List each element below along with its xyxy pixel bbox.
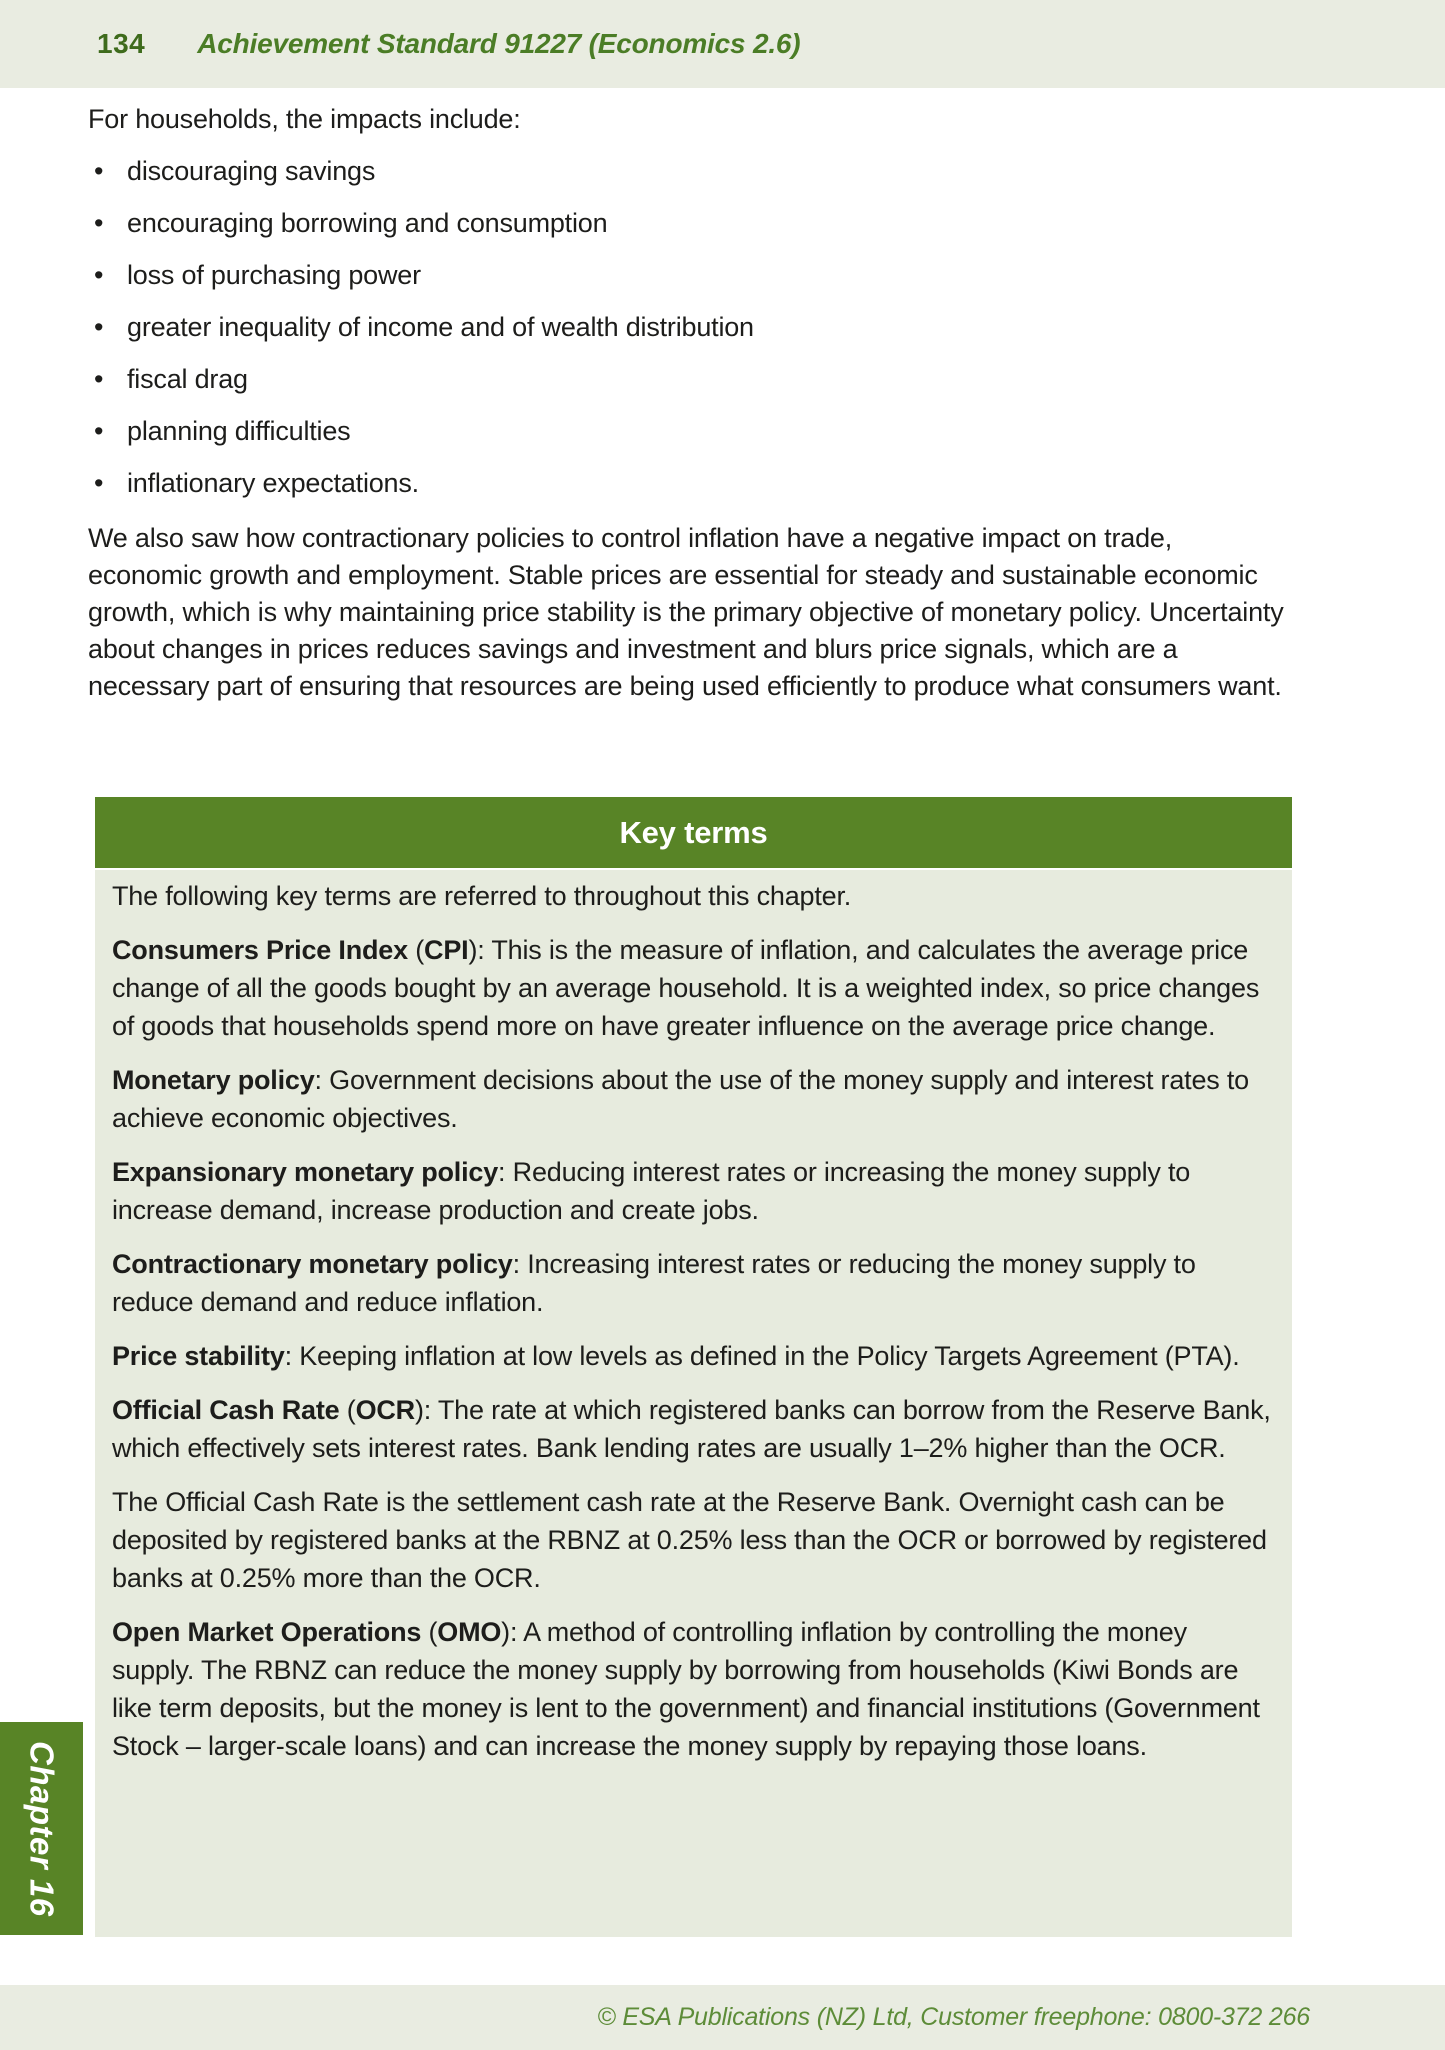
page-number: 134 bbox=[97, 28, 146, 59]
chapter-side-tab bbox=[0, 1722, 83, 1935]
impacts-bullet-list bbox=[88, 153, 1288, 502]
list-item bbox=[88, 257, 1288, 294]
key-terms-title: Key terms bbox=[619, 814, 768, 850]
bullet-icon: • bbox=[94, 156, 104, 186]
body-paragraph: We also saw how contractionary policies to control inflation have a negative impact on trade, economic growth and employment. Stable prices are essential for steady and sustainable economic growth, which is why maintaining price stability is the primary objective of monetary policy. Uncertainty about changes in prices reduces savings and investment and blurs price signals, which are a necessary part of ensuring that resources are being used efficiently to produce what consumers want. bbox=[88, 523, 1284, 701]
key-term: The Official Cash Rate is the settlement cash rate at the Reserve Bank. Overnight cash can be deposited by registered banks at the RBNZ at 0.25% less than the OCR or borrowed by registered banks at 0.25% more than the OCR. bbox=[112, 1487, 1267, 1593]
list-item bbox=[88, 361, 1288, 398]
key-terms-body bbox=[95, 870, 1292, 1937]
bullet-icon: • bbox=[94, 416, 104, 446]
page-title: Achievement Standard 91227 (Economics 2.6) bbox=[197, 28, 801, 59]
footer-copyright: © ESA Publications (NZ) Ltd, Customer freephone: 0800-372 266 bbox=[597, 2003, 1310, 2031]
key-term: Price stability: Keeping inflation at low levels as defined in the Policy Targets Agreement (PTA). bbox=[112, 1341, 1240, 1371]
list-item-text: loss of purchasing power bbox=[127, 260, 421, 290]
key-term: Expansionary monetary policy: Reducing interest rates or increasing the money supply to increase demand, increase production and create jobs. bbox=[112, 1157, 1191, 1225]
list-item-text: encouraging borrowing and consumption bbox=[127, 208, 608, 238]
bullet-icon: • bbox=[94, 312, 104, 342]
list-item-text: greater inequality of income and of wealth distribution bbox=[127, 312, 754, 342]
main-text-block bbox=[88, 101, 1288, 705]
page-header-band bbox=[0, 0, 1445, 88]
chapter-tab-label: Chapter 16 bbox=[23, 1740, 61, 1917]
list-item bbox=[88, 153, 1288, 190]
list-item bbox=[88, 309, 1288, 346]
list-item-text: discouraging savings bbox=[127, 156, 376, 186]
bullet-icon: • bbox=[94, 260, 104, 290]
bullet-icon: • bbox=[94, 468, 104, 498]
bullet-icon: • bbox=[94, 364, 104, 394]
list-item-text: inflationary expectations. bbox=[127, 468, 419, 498]
key-term: Official Cash Rate (OCR): The rate at which registered banks can borrow from the Reserve Bank, which effectively sets interest rates. Bank lending rates are usually 1–2% higher than the OCR. bbox=[112, 1395, 1271, 1463]
key-term: Monetary policy: Government decisions about the use of the money supply and interest rates to achieve economic objectives. bbox=[112, 1065, 1249, 1133]
key-term: Contractionary monetary policy: Increasing interest rates or reducing the money supply to reduce demand and reduce inflation. bbox=[112, 1249, 1196, 1317]
key-terms-box bbox=[95, 797, 1292, 1937]
key-term: Consumers Price Index (CPI): This is the measure of inflation, and calculates the average price change of all the goods bought by an average household. It is a weighted index, so price changes of goods that households spend more on have greater influence on the average price change. bbox=[112, 935, 1260, 1041]
page-footer-band bbox=[0, 1985, 1445, 2050]
key-term: Open Market Operations (OMO): A method of controlling inflation by controlling the money supply. The RBNZ can reduce the money supply by borrowing from households (Kiwi Bonds are like term deposits, but the money is lent to the government) and financial institutions (Government Stock – larger-scale loans) and can increase the money supply by repaying those loans. bbox=[112, 1617, 1260, 1761]
key-terms-intro: The following key terms are referred to throughout this chapter. bbox=[112, 881, 852, 911]
list-item bbox=[88, 413, 1288, 450]
list-item-text: planning difficulties bbox=[127, 416, 351, 446]
key-terms-header-bar bbox=[95, 797, 1292, 868]
list-item-text: fiscal drag bbox=[127, 364, 248, 394]
bullet-icon: • bbox=[94, 208, 104, 238]
list-item bbox=[88, 465, 1288, 502]
list-item bbox=[88, 205, 1288, 242]
intro-line: For households, the impacts include: bbox=[88, 104, 521, 134]
